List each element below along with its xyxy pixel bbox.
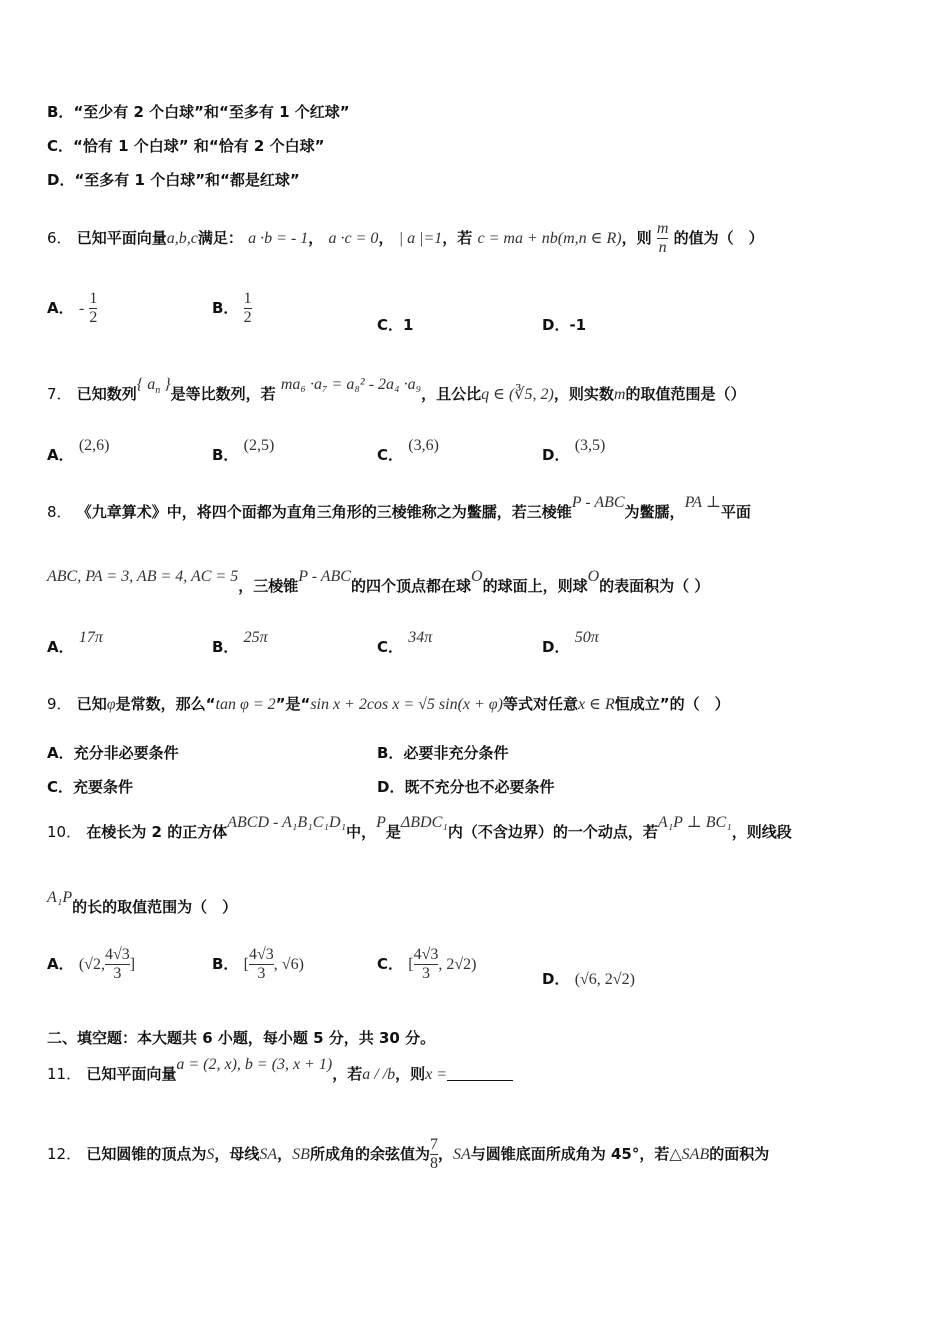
math-pyramid: P - ABC [298,568,351,585]
q6-option-a [47,290,97,327]
option-text: 充分非必要条件 [73,744,179,762]
q10-stem-line1 [47,814,792,843]
math-vertex: S [206,1146,215,1163]
math-equation: sin x + 2cos x = √5 sin(x + φ) [310,696,503,713]
stem-text: 满足： [197,229,243,247]
option-label: C． [377,638,404,656]
denominator: 8 [429,1155,438,1172]
stem-text: 与圆锥底面所成角为 45°，若 [470,1145,670,1163]
q5-option-d [47,170,300,190]
option-label: C． [377,955,404,973]
stem-text: 是等比数列，若 [170,385,276,403]
stem-text: 恒成立”的（ ） [614,695,730,713]
option-text: 既不充分也不必要条件 [404,778,555,796]
math-condition: tan φ = 2 [215,696,276,713]
math-vectors: a = (2, x), b = (3, x + 1) [176,1056,333,1073]
math-point-p: P [376,814,386,831]
math-conditions: ABC, PA = 3, AB = 4, AC = 5 [47,568,239,585]
option-label: D． [377,778,405,796]
stem-text: 已知平面向量 [76,229,167,247]
stem-text: 的球面上，则球 [482,577,588,595]
option-label: A． [47,955,74,973]
stem-text: 在棱长为 2 的正方体 [86,823,228,841]
minus-sign: - [78,300,85,317]
interval-right: , 2√2) [438,956,477,973]
option-label: A． [47,638,74,656]
fraction [249,946,274,983]
section-heading: 二、填空题：本大题共 6 小题，每小题 5 分，共 30 分。 [47,1029,436,1047]
option-value: 1 [403,316,414,334]
option-value: (√6, 2√2) [574,971,635,988]
option-label: A． [47,446,74,464]
stem-text: 的长的取值范围为（ ） [72,898,238,916]
option-label: B． [47,103,74,121]
math-domain: x ∈ R [578,696,615,713]
q10-option-a [47,946,135,983]
stem-text: 为鳖臑， [624,503,685,521]
option-label: A． [47,299,74,317]
q10-stem-line2 [47,889,238,918]
q9-option-a [47,742,179,763]
q9-option-c [47,776,133,797]
stem-text: 内（不含边界）的一个动点，若 [447,823,658,841]
stem-text: 已知 [76,695,107,713]
math-perpendicular: A₁P ⊥ BC₁ [657,814,732,831]
math-condition: a ·b = - 1 [248,230,309,247]
option-label: C． [47,137,74,155]
interval-right: ] [129,956,136,973]
stem-text: ， [378,229,394,247]
denominator: 3 [257,965,266,982]
math-triangle: △SAB [669,1146,710,1163]
stem-text: 的取值范围是（） [625,385,746,403]
option-label: B． [212,446,239,464]
math-pyramid: P - ABC [571,494,625,511]
math-condition: | a |=1 [398,230,443,247]
stem-text: 的四个顶点都在球 [350,577,471,595]
stem-text: ，则 [621,229,652,247]
stem-text: ”是“ [275,695,311,713]
math-segment: SA [259,1146,278,1163]
math-perpendicular: PA ⊥ [684,494,721,511]
stem-text: ， [277,1145,293,1163]
stem-text: 所成角的余弦值为 [309,1145,430,1163]
fraction [105,946,130,983]
q8-stem-line1 [47,494,751,523]
q11-stem [47,1056,513,1085]
stem-text: ，则线段 [731,823,792,841]
option-value: (2,6) [78,437,110,454]
q10-option-b [212,946,304,983]
stem-text: 已知数列 [76,385,137,403]
q7-option-c [377,437,439,465]
q5-option-c [47,136,324,156]
option-label: A． [47,744,74,762]
math-ratio: q ∈ (∛5, 2) [481,386,554,403]
seq-subscript: n [155,385,161,397]
q9-option-d [377,776,554,797]
option-text: “至少有 2 个白球”和“至多有 1 个红球” [73,103,350,121]
q10-option-d [542,968,635,989]
option-value: (2,5) [243,437,275,454]
q12-stem [47,1136,769,1173]
math-segment: SB [292,1146,310,1163]
option-label: B． [212,299,239,317]
option-label: B． [212,955,239,973]
stem-text: ，三棱锥 [238,577,299,595]
stem-text: ， [308,229,324,247]
numerator: 1 [89,290,98,307]
q10-option-c [377,946,476,983]
stem-text: ， [437,1145,453,1163]
math-sphere-o: O [587,568,600,585]
question-number: 7． [47,385,72,403]
option-value: (3,6) [408,437,439,454]
fraction [89,290,97,327]
q7-option-a [47,437,110,465]
numerator: 4√3 [413,946,439,963]
q6-option-c [377,314,413,335]
seq-symbol: a [147,376,156,393]
option-value: 50π [574,629,599,646]
stem-text: 是 [385,823,401,841]
interval-left: [ [243,956,249,973]
denominator: 3 [421,965,430,982]
math-expression: ma₆ ·a₇ = a₈² - 2a₄ ·a₉ [280,376,422,393]
fraction-7-over-8 [430,1136,438,1173]
q7-option-d [542,437,606,465]
stem-text: 的面积为 [709,1145,770,1163]
q9-stem [47,694,730,715]
numerator: 1 [243,290,252,307]
stem-text: 平面 [720,503,751,521]
option-value: -1 [569,316,587,334]
stem-text: ，且公比 [421,385,482,403]
math-sequence: { $a_n$ } [136,376,171,397]
option-label: D． [542,970,570,988]
math-variable: m [613,386,626,403]
interval-right: , √6) [273,956,304,973]
question-number: 8． [47,503,72,521]
numerator: 4√3 [104,946,130,963]
denominator: 2 [89,309,98,326]
option-text: “恰有 1 个白球” 和“恰有 2 个白球” [73,137,325,155]
interval-left: (√2, [78,956,105,973]
math-parallel: a / /b [362,1066,396,1083]
numerator: 4√3 [249,946,274,963]
q8-option-d [542,629,599,657]
stem-text: 《九章算术》中，将四个面都为直角三角形的三棱锥称之为鳖臑，若三棱锥 [76,503,572,521]
option-label: B． [212,638,239,656]
q6-option-b [212,290,252,327]
q8-option-b [212,629,268,657]
question-number: 10． [47,823,82,841]
question-number: 9． [47,695,72,713]
option-value: 34π [408,629,433,646]
option-label: D． [47,171,75,189]
stem-text: 已知圆锥的顶点为 [86,1145,207,1163]
q8-option-a [47,629,103,657]
option-value: 17π [78,629,103,646]
stem-text: 中， [346,823,377,841]
question-number: 6． [47,229,72,247]
math-condition: a ·c = 0 [328,230,379,247]
option-label: C． [47,778,74,796]
option-label: D． [542,446,570,464]
option-label: D． [542,638,570,656]
math-variable: x = [425,1066,448,1083]
q6-stem [47,220,764,257]
math-phi: φ [106,696,116,713]
option-label: B． [377,744,404,762]
math-cube: ABCD - A₁B₁C₁D₁ [227,814,347,831]
math-sphere-o: O [471,568,483,585]
fraction [414,946,439,983]
option-label: C． [377,316,404,334]
answer-blank[interactable] [447,1066,513,1081]
stem-text: ，则 [395,1065,426,1083]
option-value: (3,5) [574,437,606,454]
option-text: 必要非充分条件 [403,744,509,762]
option-text: 充要条件 [73,778,134,796]
stem-text: ，则实数 [553,385,614,403]
stem-text: ，若 [442,229,473,247]
fraction-m-over-n [657,220,669,257]
denominator: n [658,239,667,256]
math-triangle: ΔBDC₁ [400,814,448,831]
stem-text: 的值为（ ） [673,229,764,247]
stem-text: 已知平面向量 [86,1065,177,1083]
numerator: m [656,220,669,237]
math-expression: c = ma + nb(m,n ∈ R) [477,230,622,247]
question-number: 11． [47,1065,82,1083]
option-label: D． [542,316,570,334]
stem-text: ，若 [332,1065,363,1083]
stem-text: 是常数，那么“ [115,695,216,713]
denominator: 2 [243,309,252,326]
math-vectors: a,b,c [166,230,198,247]
q6-option-d [542,314,586,335]
q9-option-b [377,742,508,763]
question-number: 12． [47,1145,82,1163]
math-segment: SA [452,1146,471,1163]
denominator: 3 [113,965,122,982]
q5-option-b [47,102,350,122]
q7-option-b [212,437,275,465]
q8-stem-line2 [47,568,710,597]
stem-text: 等式对任意 [502,695,578,713]
q7-stem [47,376,746,411]
numerator: 7 [429,1136,438,1153]
stem-text: ，母线 [214,1145,260,1163]
option-label: C． [377,446,404,464]
q8-option-c [377,629,433,657]
option-value: 25π [243,629,268,646]
fraction [244,290,252,327]
math-segment: A₁P [47,889,73,906]
stem-text: 的表面积为（ ） [599,577,710,595]
interval-left: [ [408,956,414,973]
option-text: “至多有 1 个白球”和“都是红球” [74,171,300,189]
